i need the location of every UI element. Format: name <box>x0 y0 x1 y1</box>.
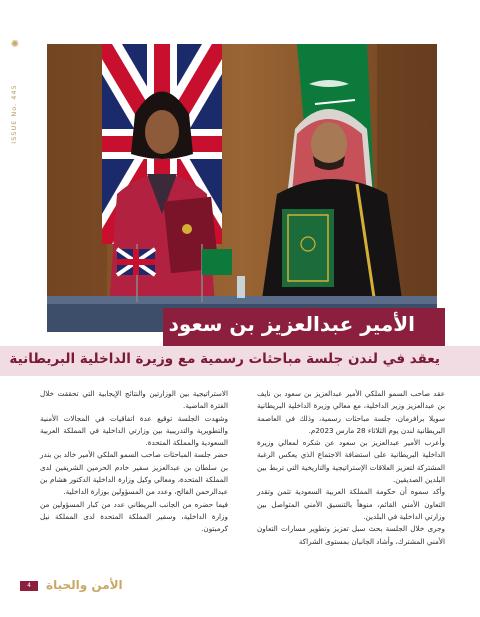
ornament-icon: ✺ <box>10 39 20 50</box>
paragraph: عقد صاحب السمو الملكي الأمير عبدالعزيز بن سعود بن نايف بن عبدالعزيز وزير الداخلية، مع معالي وزيرة الداخلية البريطانية سويلا برافرمان، جلسة مباحثات رسمية، وذلك في العاصمة البريطانية لندن يوم الثلاثاء 28 مارس 2023م. <box>257 389 445 435</box>
magazine-name: الأمن والحياة <box>46 578 123 592</box>
paragraph: الاستراتيجية بين الوزارتين والنتائج الإيجابية التي تحققت خلال الفترة الماضية. <box>40 389 228 411</box>
article-column-left <box>40 388 228 536</box>
headline-title: الأمير عبدالعزيز بن سعود <box>168 312 415 336</box>
photo-illustration <box>47 44 437 332</box>
subtitle-banner <box>0 346 480 376</box>
issue-number: ISSUE No. 445 <box>10 84 18 144</box>
headline-banner <box>163 308 445 346</box>
article-column-right <box>257 388 445 548</box>
page-number-box <box>20 581 38 591</box>
headline-subtitle: يعقد في لندن جلسة مباحثات رسمية مع وزيرة الداخلية البريطانية <box>9 351 440 367</box>
article-body <box>40 388 445 578</box>
paragraph: وأكد سموه أن حكومة المملكة العربية السعودية تثمن وتقدر التعاون الأمني القائم، منوهاً بالتنسيق الأمني المتواصل بين وزارتي الداخلية في البلدين. <box>257 487 445 521</box>
green-folder <box>282 209 334 287</box>
paragraph: فيما حضره من الجانب البريطاني عدد من كبار المسؤولين من وزارة الداخلية، وسفير المملكة المتحدة لدى المملكة نيل كرمبتون. <box>40 499 228 534</box>
article-photo <box>47 44 437 332</box>
page-number: 4 <box>27 582 31 589</box>
paragraph: وجرى خلال الجلسة بحث سبل تعزيز وتطوير مسارات التعاون الأمني المشترك، وأشاد الجانبان بمستوى الشراكة <box>257 524 445 546</box>
paragraph: وأعرب الأمير عبدالعزيز بن سعود عن شكره لمعالي وزيرة الداخلية البريطانية على استضافة الاجتماع الذي يعكس الرغبة المشتركة لتعزيز العلاقات الإستراتيجية والتاريخية التي تربط بين البلدين الصديقين. <box>257 438 445 485</box>
paragraph: وشهدت الجلسة توقيع عدة اتفاقيات في المجالات الأمنية والتطويرية والتدريبية بين وزارتي الداخلية في المملكة العربية السعودية والمملكة المتحدة. <box>40 413 228 448</box>
paragraph: حضر جلسة المباحثات صاحب السمو الملكي الأمير خالد بن بندر بن سلطان بن عبدالعزيز سفير خادم الحرمين الشريفين لدى المملكة المتحدة، ومعالي وكيل وزارة الداخلية الدكتور هشام بن عبدالرحمن الفالح، وعدد من المسؤولين بوزارة الداخلية. <box>40 450 228 497</box>
side-issue-marker <box>4 40 26 190</box>
page-footer <box>0 578 480 608</box>
water-bottle <box>237 276 245 298</box>
